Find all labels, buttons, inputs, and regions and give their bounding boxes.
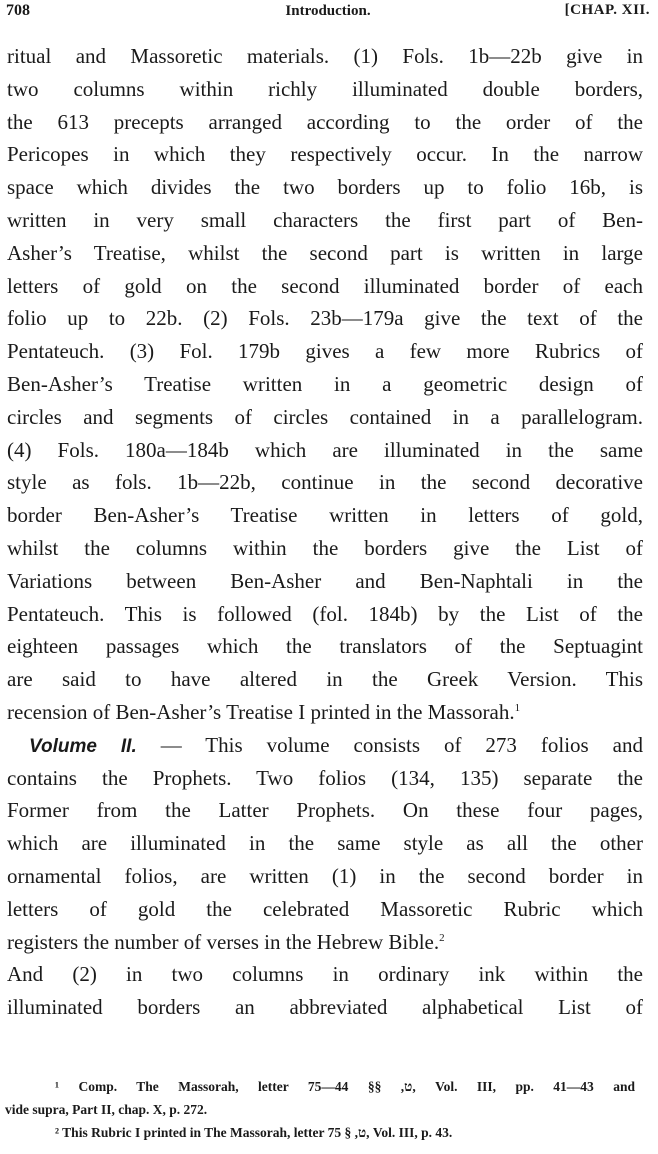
text-line: border Ben-Asher’s Treatise written in letters of gold,	[7, 503, 643, 528]
footnote-1: ¹ Comp. The Massorah, letter ט, §§ 44—75, Vol. III, pp. 41—43 and	[55, 1079, 635, 1094]
text-line: Pentateuch. (3) Fol. 179b gives a few more Rubrics of	[7, 339, 643, 364]
running-title: Introduction.	[285, 3, 371, 19]
text-line: two columns within richly illuminated double borders,	[7, 76, 643, 101]
text-line: ritual and Massoretic materials. (1) Fols. 1b—22b give in	[7, 44, 643, 68]
text-line: Pentateuch. This is followed (fol. 184b) by the List of the	[7, 601, 643, 626]
text-line: Asher’s Treatise, whilst the second part is written in large	[7, 240, 643, 265]
text-line	[7, 926, 643, 959]
text-line: the 613 precepts arranged according to the order of the	[7, 109, 643, 134]
text-line: eighteen passages which the translators of the Septuagint	[7, 634, 643, 659]
footnotes	[5, 1075, 635, 1144]
text-line: folio up to 22b. (2) Fols. 23b—179a give the text of the	[7, 306, 643, 331]
text-line: Variations between Ben-Asher and Ben-Naphtali in the	[7, 568, 643, 593]
footnote-1-continued: vide supra, Part II, chap. X, p. 272.	[5, 1102, 208, 1117]
text-line: Pericopes in which they respectively occur. In the narrow	[7, 142, 643, 167]
text-line: letters of gold the celebrated Massoretic Rubric which	[7, 896, 643, 921]
text-line: letters of gold on the second illuminated border of each	[7, 273, 643, 298]
volume-heading: Volume II.	[29, 735, 137, 757]
running-header	[6, 0, 650, 30]
text-line: (4) Fols. 180a—184b which are illuminated in the same	[7, 437, 643, 462]
text-line: which are illuminated in the same style as all the other	[7, 831, 643, 856]
footnote-ref-2[interactable]: 2	[439, 931, 445, 944]
text-line-content: recension of Ben-Asher’s Treatise I printed in the Massorah.	[7, 699, 515, 724]
text-line-content: registers the number of verses in the Hebrew Bible.	[7, 929, 440, 954]
text-line: written in very small characters the first part of Ben-	[7, 207, 643, 232]
text-line: Former from the Latter Prophets. On these four pages,	[7, 798, 643, 823]
text-line	[7, 696, 643, 729]
text-line: are said to have altered in the Greek Version. This	[7, 667, 643, 692]
text-line: illuminated borders an abbreviated alphabetical List of	[7, 995, 643, 1020]
text-line: contains the Prophets. Two folios (134, 135) separate the	[7, 765, 643, 790]
text-line: whilst the columns within the borders give the List of	[7, 535, 643, 560]
page-number: 708	[6, 2, 30, 19]
text-line: And (2) in two columns in ordinary ink within the	[7, 962, 643, 987]
text-line: style as fols. 1b—22b, continue in the second decorative	[7, 470, 643, 495]
footnote-2: ² This Rubric I printed in The Massorah, letter ט, § 75, Vol. III, p. 43.	[55, 1125, 453, 1140]
text-line: ornamental folios, are written (1) in the second border in	[7, 863, 643, 888]
footnote-ref-1[interactable]: 1	[514, 701, 521, 714]
text-line: circles and segments of circles contained in a parallelogram.	[7, 404, 643, 429]
text-line: space which divides the two borders up to folio 16b, is	[7, 175, 643, 200]
text-line-content: — This volume consists of 273 folios and	[136, 732, 643, 757]
chapter-label: [CHAP. XII.	[564, 2, 650, 18]
body-text	[7, 40, 643, 1024]
text-line: Ben-Asher’s Treatise written in a geometric design of	[7, 371, 643, 396]
volume-ii-paragraph-start	[7, 729, 643, 762]
